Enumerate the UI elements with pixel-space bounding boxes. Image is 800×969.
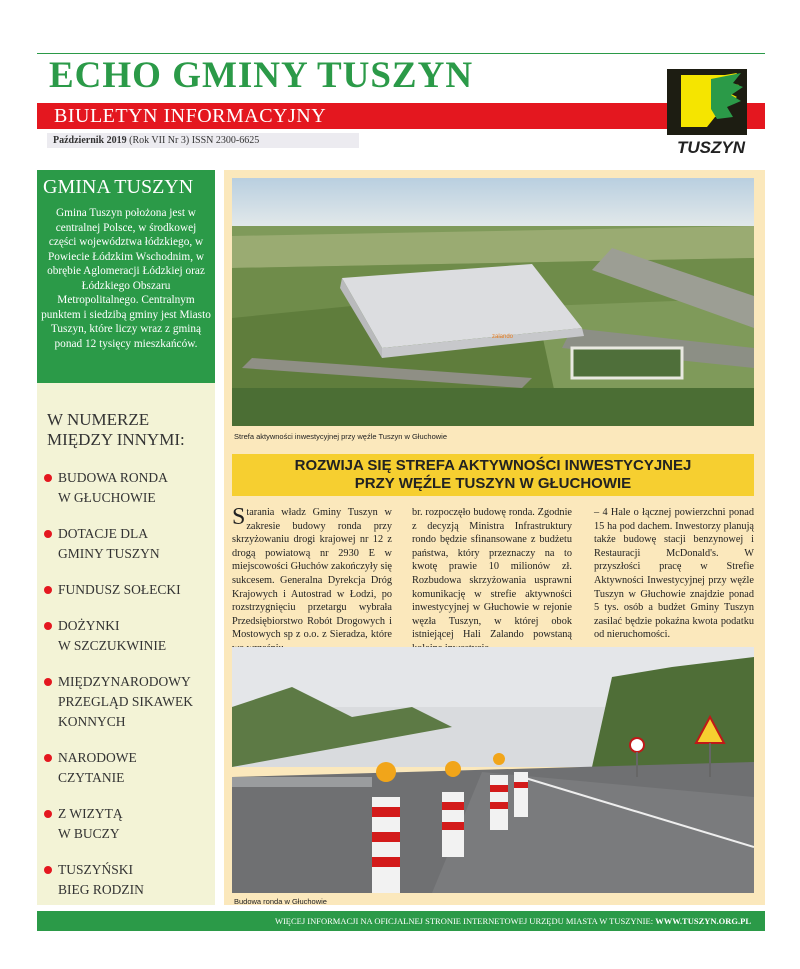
contents-item-text: GMINY TUSZYN: [58, 546, 160, 561]
contents-item[interactable]: [44, 580, 214, 600]
contents-item[interactable]: [44, 524, 214, 564]
contents-item[interactable]: [44, 860, 214, 900]
contents-heading: [47, 410, 185, 450]
logo-emblem: [667, 69, 747, 135]
contents-item-text: KONNYCH: [58, 714, 126, 729]
logo-text: TUSZYN: [677, 138, 745, 157]
tuszyn-logo: [667, 69, 755, 161]
contents-item-text: W BUCZY: [58, 826, 120, 841]
contents-heading-line2: MIĘDZY INNYMI:: [47, 430, 185, 449]
photo1-caption: Strefa aktywności inwestycyjnej przy węźle Tuszyn w Głuchowie: [234, 432, 447, 441]
headline-line1: ROZWIJA SIĘ STREFA AKTYWNOŚCI INWESTYCYJNEJ: [294, 457, 692, 474]
contents-item-text: Z WIZYTĄ: [58, 806, 123, 821]
gmina-box-text: Gmina Tuszyn położona jest w centralnej Polsce, w środkowej części województwa łódzkiego, w Powiecie Łódzkim Wschodnim, w obrębie Aglomeracji Łódzkiej oraz Łódzkiego Obszaru Metropolitalnego. Centralnym punktem i siedzibą gminy jest Miasto Tuszyn, które liczy wraz z gminą ponad 12 tysięcy mieszkańców.: [41, 207, 211, 350]
footer-text: WIĘCEJ INFORMACJI NA OFICJALNEJ STRONIE INTERNETOWEJ URZĘDU MIASTA W TUSZYNIE:: [274, 916, 654, 926]
contents-item-text: PRZEGLĄD SIKAWEK: [58, 694, 194, 709]
issue-date: Październik 2019: [53, 135, 127, 146]
article-column-3: – 4 Hale o łącznej powierzchni ponad 15 ha pod dachem. Inwestorzy planują także budowę stacji benzynowej i Restauracji McDonald's. W przyszłości pracę w Strefie Aktywności Inwestycyjnej przy węźle Tuszyn w Głuchowie znajdzie ponad 5 tys. osób a budżet Gminy Tuszyn zasilać będzie pokaźna kwota podatku od nieruchomości.: [594, 507, 754, 641]
newsletter-subtitle: BIULETYN INFORMACYJNY: [54, 105, 327, 127]
subtitle-bar: [37, 103, 765, 129]
contents-item-text: DOTACJE DLA: [58, 526, 149, 541]
contents-heading-line1: W NUMERZE: [47, 410, 150, 429]
footer-bar: [37, 911, 765, 931]
drop-cap: S: [232, 504, 246, 530]
newsletter-title: ECHO GMINY TUSZYN: [49, 55, 474, 96]
headline-line2: PRZY WĘŹLE TUSZYN W GŁUCHOWIE: [354, 475, 632, 492]
issue-number: (Rok VII Nr 3) ISSN 2300-6625: [129, 135, 260, 146]
gmina-info-box: [37, 170, 215, 383]
roundabout-construction-photo: [232, 647, 754, 893]
contents-item-text: CZYTANIE: [58, 770, 125, 785]
contents-item-text: FUNDUSZ SOŁECKI: [58, 582, 181, 597]
aerial-photo-investment-zone: [232, 178, 754, 426]
column-1-text: tarania władz Gminy Tuszyn w zakresie budowy ronda przy skrzyżowaniu drogi krajowej nr 12 z drogą powiatową nr 2930 E w miejscowości Głuchów zakończyły się sukcesem. Generalna Dyrekcja Dróg Krajowych i Autostrad w Łodzi, po rozstrzygnięciu przetargu wybrała Przedsiębiorstwo Robót Drogowych i Mostowych sp z o.o. z Sieradza, które: [232, 507, 392, 641]
contents-item[interactable]: [44, 672, 214, 732]
contents-item-text: DOŻYNKI: [58, 618, 120, 633]
issue-info: [47, 133, 359, 148]
contents-list: [44, 468, 214, 916]
contents-item-text: W GŁUCHOWIE: [58, 490, 156, 505]
gmina-box-title: GMINA TUSZYN: [43, 176, 194, 198]
top-rule: [37, 53, 765, 54]
contents-item[interactable]: [44, 804, 214, 844]
article-column-2: br. rozpoczęło budowę ronda. Zgodnie z decyzją Ministra Infrastruktury rondo będzie sfinansowane z budżetu państwa, który przeznaczy na to kwotę prawie 10 milionów zł. Rozbudowa skrzyżowania usprawni komunikację w strefie aktywności inwestycyjnej w Głuchowie w rejonie węzła Tuszyn, w której obok istniejącej Hali Zalando powstaną: [412, 507, 572, 641]
contents-item-text: TUSZYŃSKI: [58, 862, 134, 877]
contents-item-text: W SZCZUKWINIE: [58, 638, 167, 653]
article-headline: [232, 454, 754, 496]
article-column-1: [232, 506, 392, 656]
warehouse-sign: zalando: [492, 334, 514, 340]
contents-item[interactable]: [44, 616, 214, 656]
contents-item-text: BUDOWA RONDA: [58, 470, 168, 485]
photo2-caption: Budowa ronda w Głuchowie: [234, 897, 327, 906]
contents-item-text: NARODOWE: [58, 750, 137, 765]
footer-url[interactable]: WWW.TUSZYN.ORG.PL: [655, 916, 751, 926]
contents-item-text: MIĘDZYNARODOWY: [58, 674, 191, 689]
contents-item[interactable]: [44, 468, 214, 508]
contents-item[interactable]: [44, 748, 214, 788]
contents-item-text: BIEG RODZIN: [58, 882, 144, 897]
